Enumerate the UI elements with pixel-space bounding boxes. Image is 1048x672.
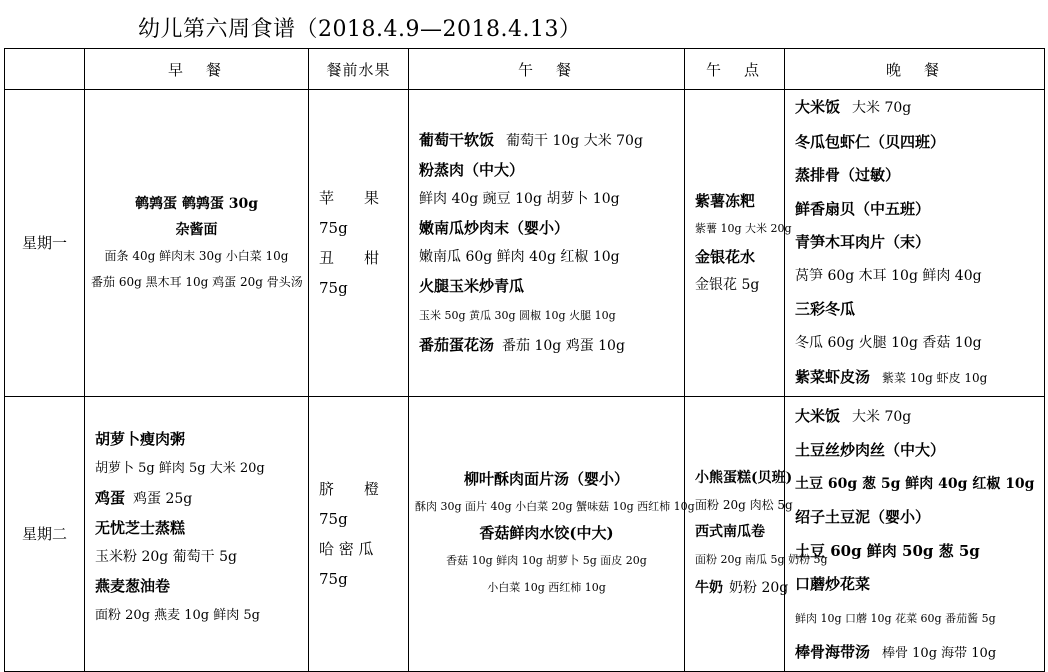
fruit-item: 丑 柑 <box>319 248 380 267</box>
breakfast-cell <box>85 90 309 397</box>
header-fruit: 餐前水果 <box>309 49 409 90</box>
dish-name: 大米饭 <box>795 406 841 425</box>
dish-name: 冬瓜包虾仁（贝四班） <box>795 132 946 151</box>
dish-name: 香菇鲜肉水饺(中大) <box>479 524 614 542</box>
dish-name: 粉蒸肉（中大） <box>419 160 525 179</box>
lunch-cell <box>409 90 685 397</box>
dish-name: 嫩南瓜炒肉末（婴小） <box>419 218 570 237</box>
breakfast-cell <box>85 396 309 671</box>
dinner-cell <box>785 90 1045 397</box>
fruit-amount: 75g <box>319 509 348 528</box>
ingredient-text: 鲜肉 40g 豌豆 10g 胡萝卜 10g <box>419 190 620 207</box>
menu-table <box>4 48 1045 672</box>
dish-name: 火腿玉米炒青瓜 <box>419 276 525 295</box>
ingredient-text: 紫薯 10g 大米 20g <box>695 221 792 235</box>
ingredient-text: 胡萝卜 5g 鲜肉 5g 大米 20g <box>95 460 265 476</box>
dish-name: 小熊蛋糕(贝班) <box>695 470 793 486</box>
ingredient-text: 葡萄干 10g 大米 70g <box>506 132 643 149</box>
table-row-monday <box>5 90 1045 397</box>
dish-name: 牛奶 <box>695 580 723 596</box>
dish-name: 金银花水 <box>695 247 756 266</box>
dish-name: 紫薯冻粑 <box>695 191 756 210</box>
header-row <box>5 49 1045 90</box>
ingredient-text: 面粉 20g 南瓜 5g 奶粉 5g <box>695 553 828 566</box>
fruit-item: 苹 果 <box>319 188 380 207</box>
dish-name: 土豆 60g 鲜肉 50g 葱 5g <box>795 541 980 560</box>
fruit-amount: 75g <box>319 278 348 297</box>
snack-cell <box>685 90 792 397</box>
page-title: 幼儿第六周食谱（2018.4.9—2018.4.13） <box>138 17 582 42</box>
ingredient-text: 奶粉 20g <box>729 580 789 596</box>
dish-name: 番茄蛋花汤 <box>419 335 495 354</box>
dish-name: 无忧芝士蒸糕 <box>95 518 186 537</box>
lunch-cell <box>409 396 695 671</box>
ingredient-text: 玉米粉 20g 葡萄干 5g <box>95 548 237 565</box>
ingredient-text: 鲜肉 10g 口蘑 10g 花菜 60g 番茄酱 5g <box>795 611 996 625</box>
day-label: 星期一 <box>5 90 85 397</box>
ingredient-text: 酥肉 30g 面片 40g 小白菜 20g 蟹味菇 10g 西红柿 10g <box>415 500 695 513</box>
fruit-amount: 75g <box>319 569 348 588</box>
dish-name: 柳叶酥肉面片汤（婴小） <box>463 470 629 488</box>
dish-name: 葡萄干软饭 <box>419 130 495 149</box>
dish-name: 燕麦葱油卷 <box>95 576 171 595</box>
dish-name: 大米饭 <box>795 98 841 116</box>
dinner-cell <box>785 396 1045 671</box>
header-day <box>5 49 85 90</box>
ingredient-text: 面粉 20g 肉松 5g <box>695 498 793 512</box>
ingredient-text: 金银花 5g <box>695 276 760 293</box>
dish-name: 紫菜虾皮汤 <box>795 368 871 386</box>
ingredient-text: 面粉 20g 燕麦 10g 鲜肉 5g <box>95 607 260 623</box>
header-snack: 午 点 <box>685 49 785 90</box>
header-lunch: 午 餐 <box>409 49 685 90</box>
dish-name: 西式南瓜卷 <box>695 524 765 540</box>
ingredient-text: 番茄 60g 黑木耳 10g 鸡蛋 20g 骨头汤 <box>91 274 303 289</box>
ingredient-text: 鸡蛋 25g <box>133 490 193 507</box>
dish-name: 胡萝卜瘦肉粥 <box>95 429 186 448</box>
header-breakfast: 早 餐 <box>85 49 309 90</box>
dish-name: 青笋木耳肉片（末） <box>795 233 931 251</box>
dish-name: 鸡蛋 <box>95 488 126 507</box>
dish-name: 三彩冬瓜 <box>795 300 856 318</box>
ingredient-text: 棒骨 10g 海带 10g <box>882 646 997 661</box>
fruit-cell <box>309 90 409 397</box>
ingredient-text: 大米 70g <box>852 408 912 425</box>
ingredient-text: 小白菜 10g 西红柿 10g <box>487 581 606 594</box>
ingredient-text: 面条 40g 鲜肉末 30g 小白菜 10g <box>104 248 289 263</box>
ingredient-text: 莴笋 60g 木耳 10g 鲜肉 40g <box>795 267 982 284</box>
dish-name: 绍子土豆泥（婴小） <box>795 508 931 526</box>
day-label: 星期二 <box>5 396 85 671</box>
dish-name: 鲜香扇贝（中五班） <box>795 199 931 218</box>
ingredient-text: 香菇 10g 鲜肉 10g 胡萝卜 5g 面皮 20g <box>446 554 647 567</box>
fruit-amount: 75g <box>319 218 348 237</box>
menu-item: 杂酱面 <box>175 221 218 238</box>
dish-name: 土豆丝炒肉丝（中大） <box>795 441 946 459</box>
dish-name: 口蘑炒花菜 <box>795 575 871 593</box>
ingredient-text: 冬瓜 60g 火腿 10g 香菇 10g <box>795 334 982 351</box>
ingredient-text: 紫菜 10g 虾皮 10g <box>882 371 988 385</box>
menu-item: 鹌鹑蛋 鹌鹑蛋 30g <box>134 195 259 212</box>
fruit-item: 哈 密 瓜 <box>319 539 374 558</box>
ingredient-text: 玉米 50g 黄瓜 30g 圆椒 10g 火腿 10g <box>419 308 616 322</box>
dish-name: 棒骨海带汤 <box>795 643 871 661</box>
table-row-tuesday <box>5 396 1045 671</box>
fruit-cell <box>309 396 409 671</box>
header-dinner: 晚 餐 <box>785 49 1045 90</box>
dish-name: 土豆 60g 葱 5g 鲜肉 40g 红椒 10g <box>795 475 1035 492</box>
ingredient-text: 嫩南瓜 60g 鲜肉 40g 红椒 10g <box>419 248 620 265</box>
ingredient-text: 番茄 10g 鸡蛋 10g <box>502 337 625 354</box>
dish-name: 蒸排骨（过敏） <box>795 166 901 184</box>
fruit-item: 脐 橙 <box>319 479 380 498</box>
ingredient-text: 大米 70g <box>852 100 912 116</box>
